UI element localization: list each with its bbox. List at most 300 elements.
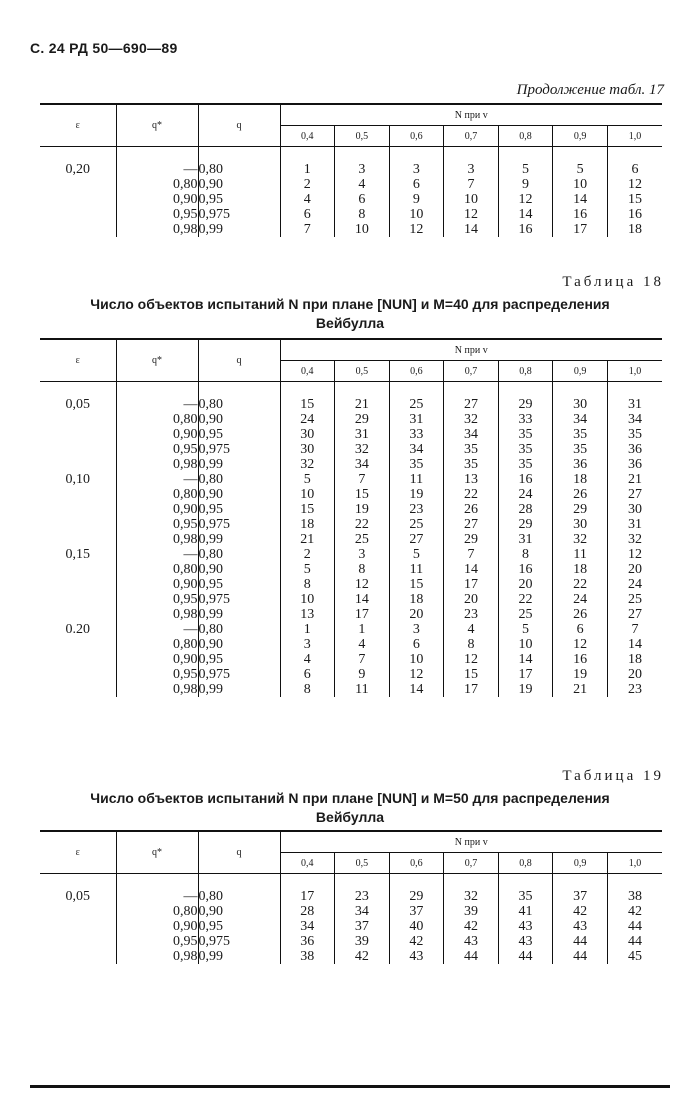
- cell-q-star: —: [116, 472, 198, 487]
- spacer-cell: [498, 147, 553, 163]
- cell-q-star: 0,95: [116, 517, 198, 532]
- cell-n: 35: [444, 457, 499, 472]
- cell-q: 0,80: [198, 889, 280, 904]
- cell-n: 44: [553, 934, 608, 949]
- cell-n: 21: [553, 682, 608, 697]
- cell-n: 7: [444, 547, 499, 562]
- cell-n: 25: [389, 397, 444, 412]
- cell-n: 8: [335, 207, 390, 222]
- cell-n: 25: [335, 532, 390, 547]
- cell-n: 16: [607, 207, 662, 222]
- cell-n: 24: [280, 412, 335, 427]
- cell-n: 21: [280, 532, 335, 547]
- cell-n: 10: [498, 637, 553, 652]
- cell-epsilon: 0,20: [65, 162, 90, 177]
- spacer-cell: [335, 382, 390, 398]
- cell-epsilon: 0,05: [65, 397, 90, 412]
- column-header-v: 0,4: [280, 126, 335, 147]
- cell-n: 26: [553, 607, 608, 622]
- cell-n: 35: [553, 442, 608, 457]
- column-header-v: 0,4: [280, 853, 335, 874]
- spacer-row: [40, 147, 662, 163]
- cell-n: 5: [553, 162, 608, 177]
- cell-q-star: 0,80: [116, 412, 198, 427]
- cell-n: 12: [335, 577, 390, 592]
- cell-n: 20: [607, 667, 662, 682]
- cell-n: 34: [444, 427, 499, 442]
- cell-n: 11: [335, 682, 390, 697]
- cell-q-star: 0,98: [116, 457, 198, 472]
- column-header-v: 0,4: [280, 361, 335, 382]
- cell-n: 31: [498, 532, 553, 547]
- spacer-cell: [553, 147, 608, 163]
- column-header-v: 0,6: [389, 853, 444, 874]
- cell-n: 34: [280, 919, 335, 934]
- cell-q: 0,975: [198, 667, 280, 682]
- cell-n: 20: [498, 577, 553, 592]
- cell-q: 0,975: [198, 592, 280, 607]
- cell-n: 35: [498, 889, 553, 904]
- cell-q-star: 0,90: [116, 192, 198, 207]
- cell-n: 38: [607, 889, 662, 904]
- cell-n: 27: [607, 487, 662, 502]
- cell-epsilon: [40, 682, 116, 697]
- cell-q: 0,95: [198, 502, 280, 517]
- cell-q-star: 0,80: [116, 487, 198, 502]
- column-header-epsilon: ε: [40, 339, 116, 382]
- cell-n: 14: [498, 207, 553, 222]
- cell-n: 19: [389, 487, 444, 502]
- cell-q-star: 0,80: [116, 177, 198, 192]
- column-header-q: q: [198, 339, 280, 382]
- cell-q: 0,80: [198, 547, 280, 562]
- table-row: [40, 637, 662, 652]
- cell-n: 2: [280, 547, 335, 562]
- cell-n: 5: [498, 162, 553, 177]
- cell-n: 45: [607, 949, 662, 964]
- cell-n: 10: [389, 652, 444, 667]
- cell-n: 4: [335, 177, 390, 192]
- cell-n: 7: [280, 222, 335, 237]
- cell-n: 31: [607, 397, 662, 412]
- cell-q: 0,80: [198, 162, 280, 177]
- cell-n: 12: [444, 652, 499, 667]
- cell-n: 44: [553, 949, 608, 964]
- table-row: [40, 547, 662, 562]
- header-row: [40, 831, 662, 853]
- cell-n: 10: [280, 487, 335, 502]
- cell-n: 29: [335, 412, 390, 427]
- cell-n: 23: [335, 889, 390, 904]
- cell-n: 27: [444, 397, 499, 412]
- cell-epsilon: [40, 652, 116, 667]
- cell-n: 29: [444, 532, 499, 547]
- cell-q-star: 0,90: [116, 427, 198, 442]
- cell-n: 5: [280, 562, 335, 577]
- column-header-q: q: [198, 831, 280, 874]
- spacer-cell: [444, 382, 499, 398]
- cell-epsilon: [40, 487, 116, 502]
- column-header-n-group: N при v: [280, 831, 662, 853]
- cell-n: 1: [280, 622, 335, 637]
- column-header-v: 0,7: [444, 361, 499, 382]
- cell-n: 18: [607, 652, 662, 667]
- cell-n: 8: [280, 577, 335, 592]
- cell-n: 42: [335, 949, 390, 964]
- table-row: [40, 607, 662, 622]
- column-header-v: 0,7: [444, 126, 499, 147]
- spacer-cell: [335, 147, 390, 163]
- cell-n: 12: [553, 637, 608, 652]
- spacer-row: [40, 874, 662, 890]
- table-row: [40, 207, 662, 222]
- cell-n: 17: [498, 667, 553, 682]
- cell-n: 9: [335, 667, 390, 682]
- cell-n: 31: [607, 517, 662, 532]
- table-18-caption-line2: Вейбулла: [315, 315, 385, 331]
- cell-q: 0,975: [198, 934, 280, 949]
- cell-n: 29: [553, 502, 608, 517]
- cell-q-star: 0,90: [116, 502, 198, 517]
- spacer-cell: [40, 382, 116, 398]
- table-19-label: Таблица 19: [562, 768, 664, 784]
- table-row: [40, 562, 662, 577]
- cell-q: 0,90: [198, 177, 280, 192]
- cell-n: 35: [444, 442, 499, 457]
- table-row: [40, 457, 662, 472]
- cell-n: 30: [280, 427, 335, 442]
- column-header-n-group: N при v: [280, 339, 662, 361]
- cell-n: 15: [280, 397, 335, 412]
- column-header-v: 1,0: [607, 853, 662, 874]
- cell-n: 29: [498, 517, 553, 532]
- cell-n: 4: [280, 192, 335, 207]
- cell-n: 43: [444, 934, 499, 949]
- table-19-caption: [40, 789, 660, 827]
- cell-n: 27: [444, 517, 499, 532]
- cell-n: 6: [280, 207, 335, 222]
- cell-epsilon: [40, 934, 116, 949]
- spacer-cell: [40, 874, 116, 890]
- table-row: [40, 682, 662, 697]
- cell-n: 13: [280, 607, 335, 622]
- cell-q: 0,90: [198, 904, 280, 919]
- cell-n: 12: [389, 667, 444, 682]
- cell-n: 8: [498, 547, 553, 562]
- cell-n: 34: [335, 457, 390, 472]
- cell-n: 30: [553, 397, 608, 412]
- column-header-v: 0,8: [498, 126, 553, 147]
- cell-q: 0,90: [198, 562, 280, 577]
- spacer-cell: [280, 382, 335, 398]
- cell-n: 12: [498, 192, 553, 207]
- cell-n: 16: [498, 222, 553, 237]
- cell-n: 14: [389, 682, 444, 697]
- cell-n: 32: [553, 532, 608, 547]
- cell-n: 40: [389, 919, 444, 934]
- column-header-v: 0,6: [389, 361, 444, 382]
- cell-n: 30: [553, 517, 608, 532]
- spacer-cell: [280, 874, 335, 890]
- cell-n: 32: [444, 412, 499, 427]
- cell-n: 37: [553, 889, 608, 904]
- column-header-v: 0,5: [335, 853, 390, 874]
- cell-n: 22: [553, 577, 608, 592]
- table-row: [40, 177, 662, 192]
- cell-n: 43: [498, 919, 553, 934]
- cell-q-star: —: [116, 162, 198, 177]
- cell-n: 26: [553, 487, 608, 502]
- column-header-v: 0,7: [444, 853, 499, 874]
- cell-n: 17: [444, 682, 499, 697]
- cell-n: 4: [280, 652, 335, 667]
- cell-n: 29: [498, 397, 553, 412]
- cell-q-star: —: [116, 622, 198, 637]
- cell-n: 4: [444, 622, 499, 637]
- table-row: [40, 442, 662, 457]
- cell-n: 14: [444, 222, 499, 237]
- cell-n: 12: [607, 177, 662, 192]
- cell-n: 12: [444, 207, 499, 222]
- spacer-cell: [389, 147, 444, 163]
- table-18-label: Таблица 18: [562, 274, 664, 290]
- cell-n: 8: [444, 637, 499, 652]
- cell-n: 25: [389, 517, 444, 532]
- cell-n: 32: [280, 457, 335, 472]
- cell-n: 39: [444, 904, 499, 919]
- table-18-caption: [40, 295, 660, 333]
- column-header-v: 1,0: [607, 126, 662, 147]
- cell-n: 34: [389, 442, 444, 457]
- column-header-q-star: q*: [116, 831, 198, 874]
- cell-epsilon: [40, 532, 116, 547]
- cell-q-star: 0,98: [116, 532, 198, 547]
- cell-n: 35: [498, 457, 553, 472]
- cell-epsilon: 0.20: [65, 622, 90, 637]
- cell-n: 31: [335, 427, 390, 442]
- cell-n: 24: [553, 592, 608, 607]
- column-header-q: q: [198, 104, 280, 147]
- column-header-v: 0,9: [553, 126, 608, 147]
- cell-n: 42: [389, 934, 444, 949]
- cell-n: 6: [389, 177, 444, 192]
- spacer-cell: [389, 382, 444, 398]
- cell-n: 1: [280, 162, 335, 177]
- cell-q: 0,95: [198, 427, 280, 442]
- cell-n: 39: [335, 934, 390, 949]
- cell-n: 20: [444, 592, 499, 607]
- cell-n: 24: [607, 577, 662, 592]
- cell-n: 38: [280, 949, 335, 964]
- cell-n: 23: [444, 607, 499, 622]
- cell-epsilon: [40, 562, 116, 577]
- cell-q-star: —: [116, 889, 198, 904]
- cell-n: 5: [280, 472, 335, 487]
- cell-q: 0,95: [198, 919, 280, 934]
- cell-n: 8: [335, 562, 390, 577]
- cell-q-star: 0,98: [116, 222, 198, 237]
- cell-n: 22: [335, 517, 390, 532]
- cell-n: 10: [553, 177, 608, 192]
- spacer-cell: [607, 874, 662, 890]
- cell-n: 22: [498, 592, 553, 607]
- table-19-caption-line2: Вейбулла: [315, 809, 385, 825]
- cell-epsilon: [40, 427, 116, 442]
- table-19-caption-line1: Число объектов испытаний N при плане [NUN] и M=50 для распределения: [90, 790, 610, 806]
- cell-n: 14: [498, 652, 553, 667]
- spacer-cell: [553, 874, 608, 890]
- cell-n: 11: [553, 547, 608, 562]
- cell-n: 37: [335, 919, 390, 934]
- column-header-v: 1,0: [607, 361, 662, 382]
- cell-n: 36: [607, 442, 662, 457]
- cell-n: 34: [553, 412, 608, 427]
- spacer-cell: [116, 874, 198, 890]
- cell-q: 0,80: [198, 622, 280, 637]
- cell-q: 0,99: [198, 682, 280, 697]
- table-row: [40, 652, 662, 667]
- table-row: [40, 904, 662, 919]
- table-18: [40, 338, 662, 697]
- cell-n: 11: [389, 562, 444, 577]
- cell-n: 37: [389, 904, 444, 919]
- cell-n: 21: [335, 397, 390, 412]
- cell-epsilon: [40, 442, 116, 457]
- cell-n: 15: [280, 502, 335, 517]
- cell-q: 0,90: [198, 637, 280, 652]
- cell-q: 0,99: [198, 222, 280, 237]
- cell-n: 1: [335, 622, 390, 637]
- cell-n: 23: [607, 682, 662, 697]
- table-row: [40, 667, 662, 682]
- cell-n: 4: [335, 637, 390, 652]
- table-row: [40, 412, 662, 427]
- cell-n: 34: [335, 904, 390, 919]
- cell-n: 5: [498, 622, 553, 637]
- cell-q: 0,95: [198, 652, 280, 667]
- column-header-v: 0,6: [389, 126, 444, 147]
- table-continuation-label: Продолжение табл. 17: [516, 82, 664, 98]
- cell-q-star: 0,95: [116, 442, 198, 457]
- cell-epsilon: 0,10: [65, 472, 90, 487]
- cell-n: 17: [444, 577, 499, 592]
- cell-n: 21: [607, 472, 662, 487]
- cell-epsilon: [40, 577, 116, 592]
- cell-n: 7: [607, 622, 662, 637]
- cell-n: 14: [444, 562, 499, 577]
- cell-epsilon: [40, 502, 116, 517]
- cell-epsilon: 0,15: [65, 547, 90, 562]
- cell-epsilon: [40, 667, 116, 682]
- cell-n: 6: [553, 622, 608, 637]
- cell-n: 36: [553, 457, 608, 472]
- cell-q-star: 0,80: [116, 562, 198, 577]
- cell-n: 12: [607, 547, 662, 562]
- cell-n: 33: [389, 427, 444, 442]
- cell-n: 35: [553, 427, 608, 442]
- cell-q: 0,80: [198, 397, 280, 412]
- cell-n: 35: [389, 457, 444, 472]
- cell-n: 35: [498, 427, 553, 442]
- cell-epsilon: [40, 222, 116, 237]
- spacer-cell: [335, 874, 390, 890]
- cell-n: 17: [553, 222, 608, 237]
- cell-n: 19: [498, 682, 553, 697]
- column-header-v: 0,9: [553, 853, 608, 874]
- cell-n: 36: [607, 457, 662, 472]
- page-header: С. 24 РД 50—690—89: [30, 40, 178, 56]
- cell-q: 0,80: [198, 472, 280, 487]
- spacer-cell: [198, 382, 280, 398]
- cell-q: 0,99: [198, 457, 280, 472]
- cell-q-star: 0,98: [116, 682, 198, 697]
- cell-n: 7: [335, 652, 390, 667]
- cell-n: 10: [280, 592, 335, 607]
- cell-n: 34: [607, 412, 662, 427]
- cell-n: 15: [389, 577, 444, 592]
- cell-n: 7: [444, 177, 499, 192]
- column-header-v: 0,5: [335, 361, 390, 382]
- cell-q: 0,90: [198, 412, 280, 427]
- table-row: [40, 162, 662, 177]
- cell-n: 27: [389, 532, 444, 547]
- cell-n: 3: [280, 637, 335, 652]
- cell-n: 18: [280, 517, 335, 532]
- cell-n: 18: [389, 592, 444, 607]
- cell-epsilon: [40, 177, 116, 192]
- cell-n: 44: [607, 919, 662, 934]
- spacer-cell: [280, 147, 335, 163]
- cell-n: 36: [280, 934, 335, 949]
- cell-n: 42: [553, 904, 608, 919]
- cell-n: 15: [444, 667, 499, 682]
- column-header-v: 0,8: [498, 361, 553, 382]
- cell-n: 18: [553, 562, 608, 577]
- cell-n: 15: [335, 487, 390, 502]
- table-row: [40, 397, 662, 412]
- cell-n: 42: [444, 919, 499, 934]
- cell-n: 8: [280, 682, 335, 697]
- header-row: [40, 104, 662, 126]
- table-row: [40, 487, 662, 502]
- column-header-q-star: q*: [116, 339, 198, 382]
- cell-epsilon: [40, 457, 116, 472]
- cell-q: 0,99: [198, 607, 280, 622]
- spacer-cell: [607, 147, 662, 163]
- cell-n: 32: [607, 532, 662, 547]
- cell-n: 28: [498, 502, 553, 517]
- table-row: [40, 622, 662, 637]
- cell-epsilon: [40, 637, 116, 652]
- table-row: [40, 517, 662, 532]
- cell-n: 5: [389, 547, 444, 562]
- cell-n: 14: [607, 637, 662, 652]
- cell-n: 10: [335, 222, 390, 237]
- cell-n: 6: [389, 637, 444, 652]
- table-row: [40, 532, 662, 547]
- cell-epsilon: [40, 949, 116, 964]
- cell-q-star: 0,98: [116, 949, 198, 964]
- cell-n: 18: [553, 472, 608, 487]
- cell-n: 6: [280, 667, 335, 682]
- cell-n: 17: [280, 889, 335, 904]
- cell-n: 27: [607, 607, 662, 622]
- spacer-cell: [498, 382, 553, 398]
- cell-n: 17: [335, 607, 390, 622]
- cell-n: 26: [444, 502, 499, 517]
- cell-n: 30: [280, 442, 335, 457]
- cell-n: 3: [335, 162, 390, 177]
